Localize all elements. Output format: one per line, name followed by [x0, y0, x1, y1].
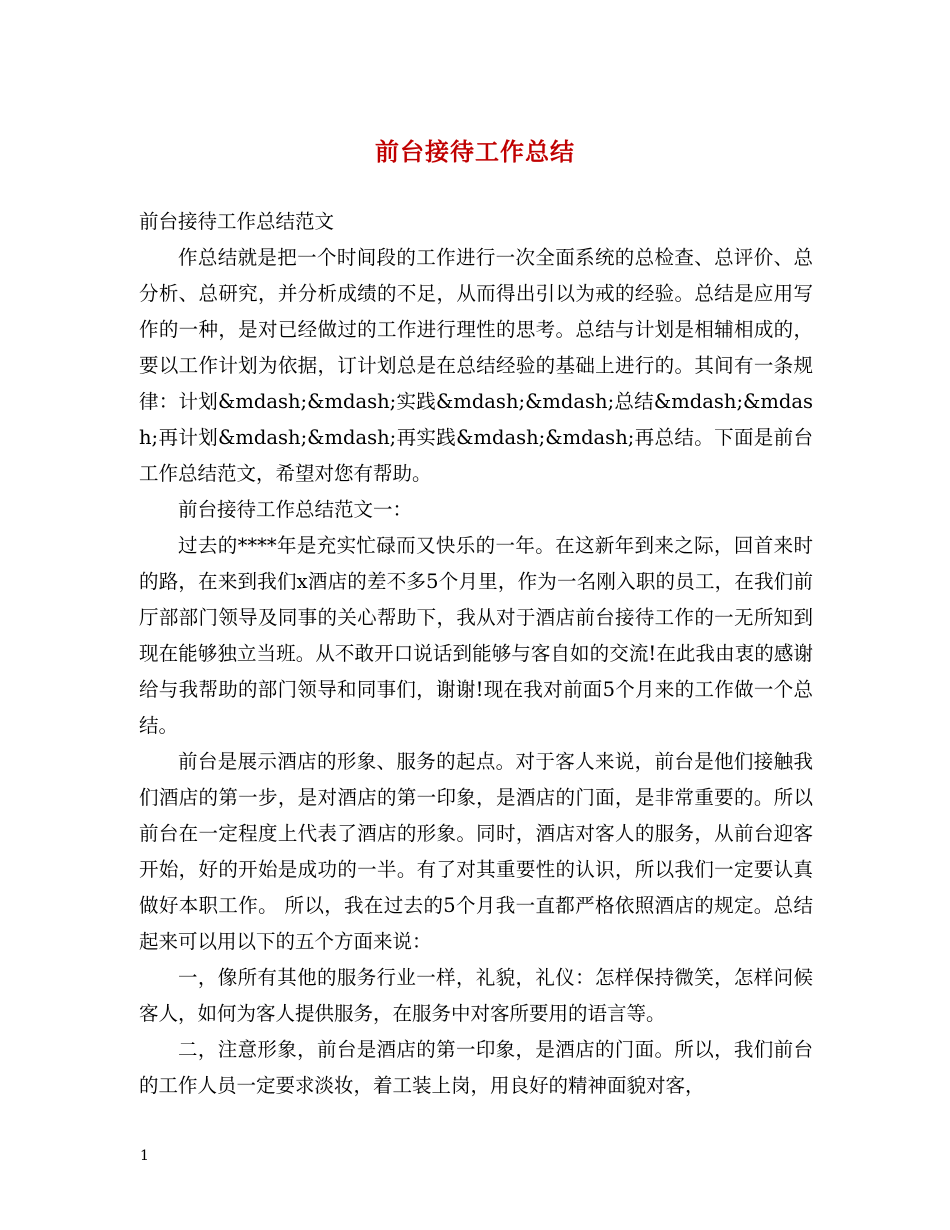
paragraph-past-year: 过去的****年是充实忙碌而又快乐的一年。在这新年到来之际，回首来时的路，在来到我们x酒店的差不多5个月里，作为一名刚入职的员工，在我们前厅部部门领导及同事的关心帮助下，我从对于酒店前台接待工作的一无所知到现在能够独立当班。从不敢开口说话到能够与客自如的交流!在此我由衷的感谢给与我帮助的部门领导和同事们，谢谢!现在我对前面5个月来的工作做一个总结。 — [139, 534, 813, 737]
paragraph-point-two: 二，注意形象，前台是酒店的第一印象，是酒店的门面。所以，我们前台的工作人员一定要求淡妆，着工装上岗，用良好的精神面貌对客， — [139, 1038, 813, 1097]
document-title: 前台接待工作总结 — [375, 137, 575, 166]
document-body — [139, 204, 813, 1104]
paragraph-section-heading: 前台接待工作总结范文一： — [178, 498, 413, 521]
document-subtitle: 前台接待工作总结范文 — [139, 210, 335, 233]
page-number: 1 — [140, 1148, 149, 1164]
paragraph-point-one: 一，像所有其他的服务行业一样，礼貌，礼仪：怎样保持微笑，怎样问候客人，如何为客人提供服务，在服务中对客所要用的语言等。 — [139, 966, 813, 1025]
paragraph-front-desk-role: 前台是展示酒店的形象、服务的起点。对于客人来说，前台是他们接触我们酒店的第一步，是对酒店的第一印象，是酒店的门面，是非常重要的。所以前台在一定程度上代表了酒店的形象。同时，酒店对客人的服务，从前台迎客开始，好的开始是成功的一半。有了对其重要性的认识，所以我们一定要认真做好本职工作。 所以，我在过去的5个月我一直都严格依照酒店的规定。总结起来可以用以下的五个方面来说： — [139, 750, 813, 953]
paragraph-intro: 作总结就是把一个时间段的工作进行一次全面系统的总检查、总评价、总分析、总研究，并分析成绩的不足，从而得出引以为戒的经验。总结是应用写作的一种，是对已经做过的工作进行理性的思考。总结与计划是相辅相成的，要以工作计划为依据，订计划总是在总结经验的基础上进行的。其间有一条规律：计划&mdash;&mdash;实践&mdash;&mdash;总结&mdash;&mdash;再计划&mdash;&mdash;再实践&mdash;&mdash;再总结。下面是前台工作总结范文，希望对您有帮助。 — [139, 246, 813, 485]
